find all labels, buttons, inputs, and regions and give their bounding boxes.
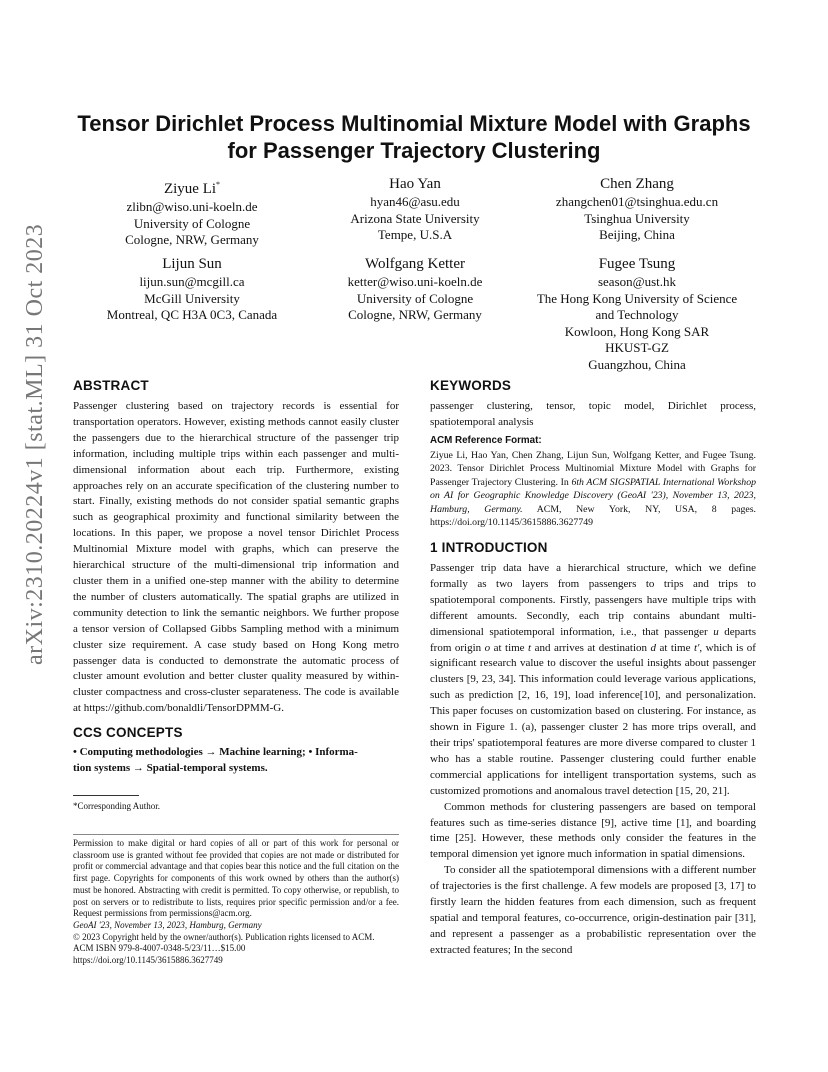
acm-reference-text: Ziyue Li, Hao Yan, Chen Zhang, Lijun Sun, Wolfgang Ketter, and Fugee Tsung. 2023. Tensor Dirichlet Process Multinomial Mixture Model with Graphs for Passenger Trajectory Clustering. In 6th ACM SIGSPATIAL International Workshop on AI for Geographic Knowledge Discovery (GeoAI '23), November 13, 2023, Hamburg, Germany. ACM, New York, NY, USA, 8 pages. https://doi.org/10.1145/3615886.3627749 — [430, 450, 756, 529]
isbn-line: ACM ISBN 979-8-4007-0348-5/23/11…$15.00 — [73, 943, 246, 954]
intro-paragraph-2: Common methods for clustering passengers are based on temporal features such as time-series distance [9], active time [1], and boarding time [25]. However, these methods only consider the features in the temporal dimension yet ignore much information in spatial dimensions. — [430, 800, 756, 861]
intro-paragraph-1: Passenger trip data have a hierarchical structure, which we define formally as two layers from passengers to trips and trips to spatiotemporal components. Firstly, passengers have multiple trips with different amounts. Secondly, each trip contains abundant multi-dimensional spatiotemporal information, i.e., that passenger u departs from origin o at time t and arrives at destination d at time t′, which is of significant research value to discover the useful insights about passenger clusters [9, 23, 34]. This information could leverage various applications, such as prediction [2, 16, 19], load inference[10], and personalization. This paper focuses on customization based on clustering. For instance, as shown in Figure 1. (a), passenger cluster 2 has more trips overall, and their trips' spatiotemporal features are more diverse compared to cluster 1 who has a stable routine. Passenger clustering could further enable commercial applications for intelligent transportation systems, such as customized promotions and anomalous travel detection [15, 20, 21]. — [430, 562, 757, 797]
footnote: *Corresponding Author. — [73, 801, 160, 811]
author-location-2: Guangzhou, China — [588, 356, 686, 372]
title-line-2: for Passenger Trajectory Clustering — [227, 138, 601, 163]
arxiv-identifier: arXiv:2310.20224v1 [stat.ML] 31 Oct 2023 — [22, 223, 48, 665]
abstract-heading: ABSTRACT — [73, 378, 149, 393]
author-location: Cologne, NRW, Germany — [348, 307, 482, 322]
ccs-concepts: • Computing methodologies → Machine learning; • Informa- tion systems → Spatial-temporal systems. — [73, 746, 358, 774]
author-location: Tempe, U.S.A — [377, 227, 453, 242]
introduction-text — [430, 561, 756, 959]
doi-line: https://doi.org/10.1145/3615886.3627749 — [73, 955, 223, 966]
author-name: Ziyue Li* — [163, 180, 221, 197]
author-name: Wolfgang Ketter — [364, 256, 465, 272]
permission-text: Permission to make digital or hard copies of all or part of this work for personal or classroom use is granted without fee provided that copies are not made or distributed for profit or commercial advantage and that copies bear this notice and the full citation on the first page. Copyrights for components of this work owned by others than the author(s) must be honored. Abstracting with credit is permitted. To copy otherwise, or republish, to post on servers or to redistribute to lists, requires prior specific permission and/or a fee. Request permissions from permissions@acm.org. — [73, 838, 399, 919]
acm-reference-heading: ACM Reference Format: — [430, 435, 542, 446]
author-email: season@ust.hk — [597, 274, 677, 289]
author-email: zlibn@wiso.uni-koeln.de — [126, 199, 258, 214]
copyright-line: © 2023 Copyright held by the owner/author(s). Publication rights licensed to ACM. — [73, 931, 375, 942]
author-affiliation: The Hong Kong University of Science — [536, 290, 738, 306]
keywords-text: passenger clustering, tensor, topic model, Dirichlet process, spatiotemporal analysis — [430, 400, 756, 428]
author-block — [300, 175, 530, 244]
author-location: Montreal, QC H3A 0C3, Canada — [106, 307, 278, 322]
abstract-text: Passenger clustering based on trajectory records is essential for transportation operators. However, existing methods cannot easily cluster the passengers due to the hierarchical structure of the passenger trip information, including multiple trips within each passenger and multi-dimensional information about each trip. Furthermore, existing approaches rely on an accurate specification of the clustering number to start. Finally, existing methods do not consider spatial semantic graphs such as geographical proximity and functional similarity between the locations. In this paper, we propose a novel tensor Dirichlet Process Multinomial Mixture model with graphs, which can preserve the hierarchical structure of the multi-dimensional trip information and cluster them in a unified one-step manner with the ability to determine the number of clusters automatically. The spatial graphs are utilized in community detection to link the semantic neighbors. We further propose a tensor version of Collapsed Gibbs Sampling method with a minimum cluster size requirement. A case study based on Hong Kong metro passenger data is conducted to demonstrate the automatic process of cluster amount evolution and better cluster quality measured by within-cluster compactness and cross-cluster separateness. The code is available at https://github.com/bonaldli/TensorDPMM-G. — [73, 400, 399, 715]
author-name: Fugee Tsung — [598, 256, 676, 272]
permission-block — [73, 838, 399, 967]
author-affiliation-2: and Technology — [595, 307, 679, 322]
author-block — [522, 255, 752, 373]
permission-divider — [73, 834, 399, 835]
author-location: Cologne, NRW, Germany — [125, 232, 259, 247]
author-email: ketter@wiso.uni-koeln.de — [347, 274, 483, 289]
author-affiliation-3: HKUST-GZ — [605, 340, 669, 355]
author-block — [522, 175, 752, 244]
author-block — [77, 255, 307, 324]
introduction-heading: 1 INTRODUCTION — [430, 540, 548, 555]
author-block — [77, 175, 307, 249]
author-location: Beijing, China — [599, 227, 675, 242]
footnote-divider — [73, 795, 139, 796]
author-affiliation: McGill University — [144, 290, 240, 306]
ccs-heading: CCS CONCEPTS — [73, 725, 183, 740]
author-affiliation: Tsinghua University — [584, 210, 690, 226]
author-block — [300, 255, 530, 324]
venue-line: GeoAI '23, November 13, 2023, Hamburg, Germany — [73, 919, 262, 930]
keywords-heading: KEYWORDS — [430, 378, 512, 393]
author-email: hyan46@asu.edu — [370, 194, 460, 209]
author-name: Lijun Sun — [162, 256, 222, 272]
title-line-1: Tensor Dirichlet Process Multinomial Mixture Model with Graphs — [77, 111, 751, 136]
author-affiliation: Arizona State University — [350, 210, 480, 226]
author-affiliation: University of Cologne — [356, 290, 474, 306]
intro-paragraph-3: To consider all the spatiotemporal dimensions with a different number of trajectories is the first challenge. A few models are proposed [3, 17] to firstly learn the hidden features from each dimension, such as frequent spatial and temporal features, co-occurrence, origin-destination pair [31], and represent a passenger as a probabilistic representation over the extracted features; In the second — [430, 864, 756, 956]
author-name: Hao Yan — [389, 176, 441, 192]
author-email: zhangchen01@tsinghua.edu.cn — [555, 194, 719, 209]
author-location: Kowloon, Hong Kong SAR — [564, 323, 710, 339]
paper-title — [60, 110, 768, 164]
author-affiliation: University of Cologne — [133, 215, 251, 231]
author-email: lijun.sun@mcgill.ca — [139, 274, 245, 289]
author-name: Chen Zhang — [600, 176, 674, 192]
